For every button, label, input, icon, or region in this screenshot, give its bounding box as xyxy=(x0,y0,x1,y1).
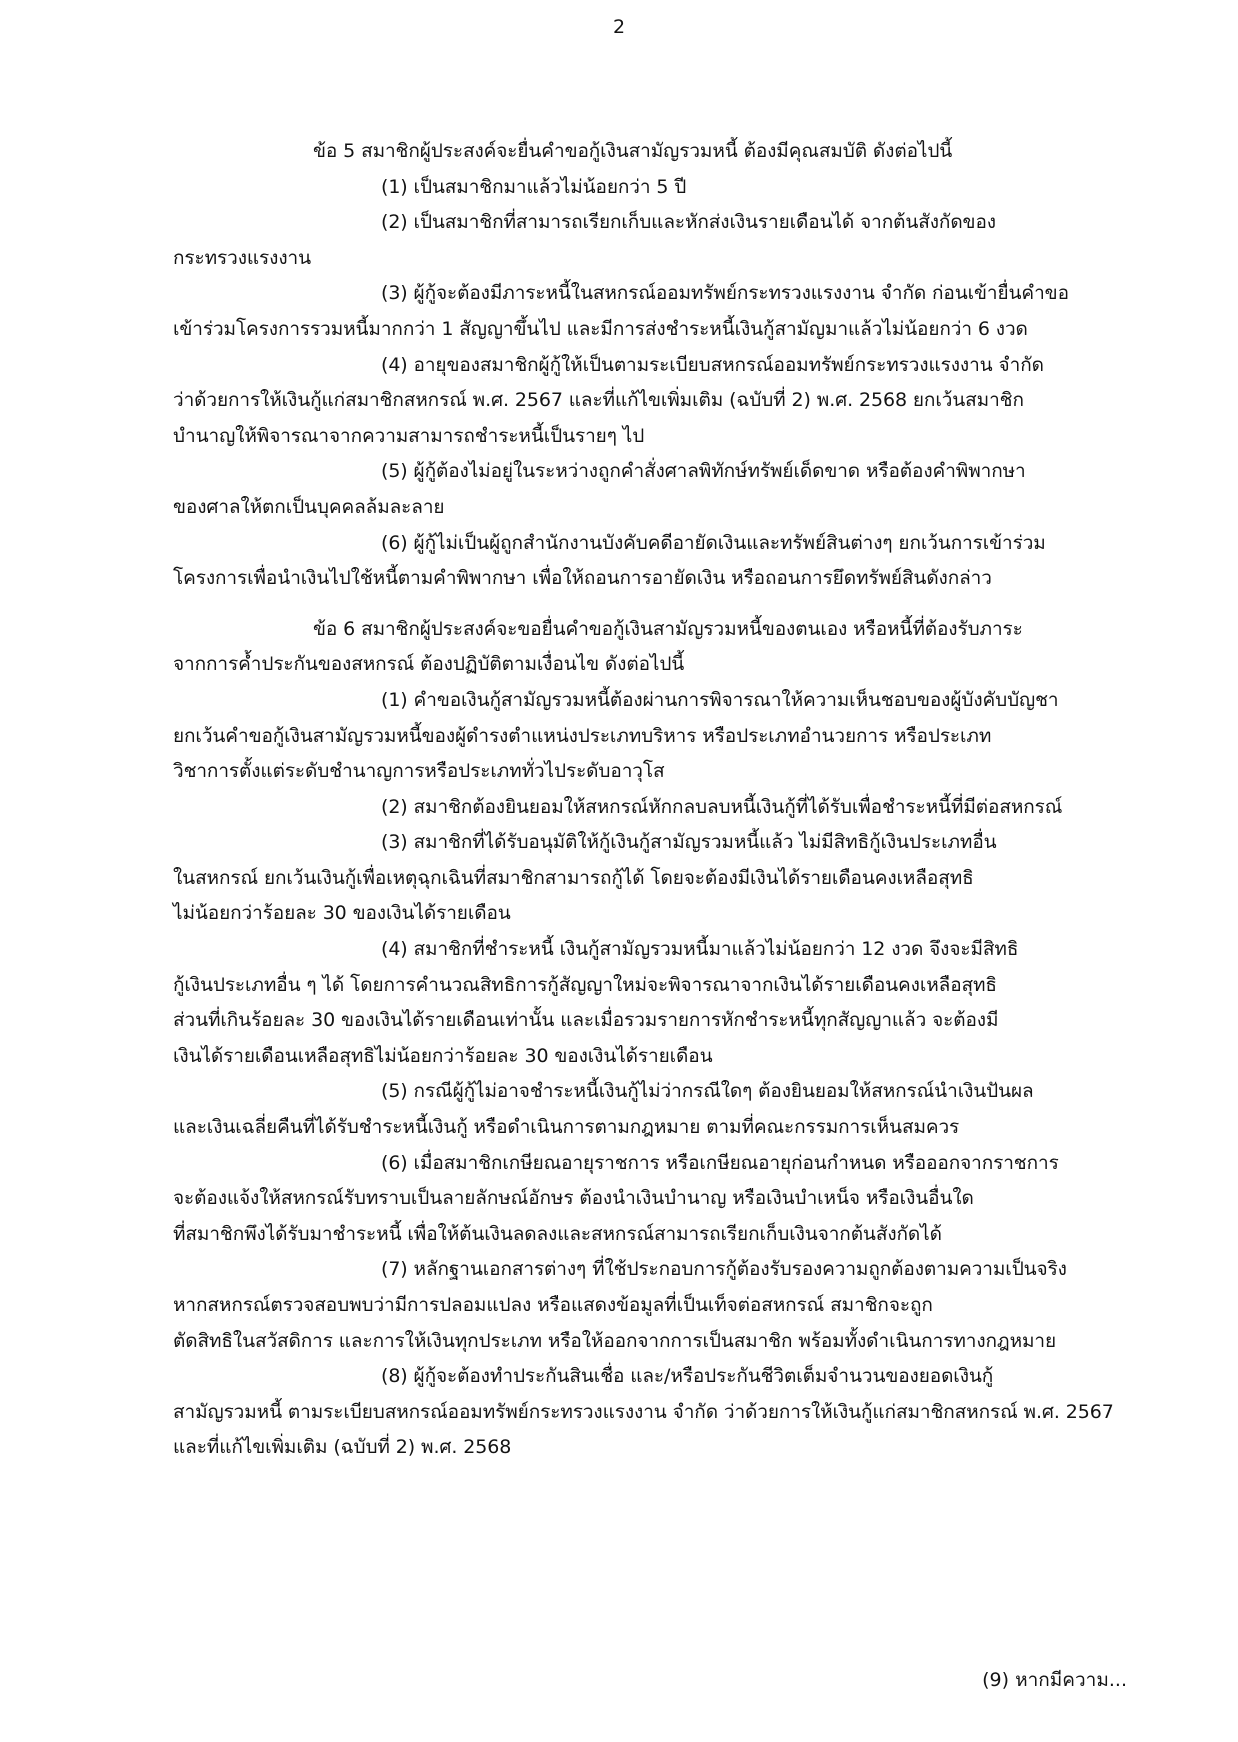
clause-6-heading: ข้อ 6 สมาชิกผู้ประสงค์จะขอยื่นคำขอกู้เงินสามัญรวมหนี้ของตนเอง หรือหนี้ที่ต้องรับภาระ xyxy=(313,617,1023,640)
clause-5-item-4-cont: ว่าด้วยการให้เงินกู้แก่สมาชิกสหกรณ์ พ.ศ. 2567 และที่แก้ไขเพิ่มเติม (ฉบับที่ 2) พ.ศ. 2568 ยกเว้นสมาชิก xyxy=(173,389,1024,412)
clause-6-item-1-cont: ยกเว้นคำขอกู้เงินสามัญรวมหนี้ของผู้ดำรงตำแหน่งประเภทบริหาร หรือประเภทอำนวยการ หรือประเภท xyxy=(173,724,992,747)
clause-6-item-1-cont: วิชาการตั้งแต่ระดับชำนาญการหรือประเภททั่วไประดับอาวุโส xyxy=(173,760,665,783)
page-number: 2 xyxy=(612,16,626,38)
clause-6-item-3-cont: ในสหกรณ์ ยกเว้นเงินกู้เพื่อเหตุฉุกเฉินที่สมาชิกสามารถกู้ได้ โดยจะต้องมีเงินได้รายเดือนคงเหลือสุทธิ xyxy=(173,866,974,889)
clause-5-item-3: (3) ผู้กู้จะต้องมีภาระหนี้ในสหกรณ์ออมทรัพย์กระทรวงแรงงาน จำกัด ก่อนเข้ายื่นคำขอ xyxy=(381,282,1069,305)
clause-6-item-8: (8) ผู้กู้จะต้องทำประกันสินเชื่อ และ/หรือประกันชีวิตเต็มจำนวนของยอดเงินกู้ xyxy=(381,1365,994,1388)
clause-5-item-6-cont: โครงการเพื่อนำเงินไปใช้หนี้ตามคำพิพากษา เพื่อให้ถอนการอายัดเงิน หรือถอนการยึดทรัพย์สินดังกล่าว xyxy=(173,567,992,590)
clause-6-item-4-cont: กู้เงินประเภทอื่น ๆ ได้ โดยการคำนวณสิทธิการกู้สัญญาใหม่จะพิจารณาจากเงินได้รายเดือนคงเหลือสุทธิ xyxy=(173,973,997,996)
clause-6-item-7: (7) หลักฐานเอกสารต่างๆ ที่ใช้ประกอบการกู้ต้องรับรองความถูกต้องตามความเป็นจริง xyxy=(381,1258,1067,1281)
clause-6-item-4-cont: ส่วนที่เกินร้อยละ 30 ของเงินได้รายเดือนเท่านั้น และเมื่อรวมรายการหักชำระหนี้ทุกสัญญาแล้ว จะต้องมี xyxy=(173,1009,999,1032)
clause-6-item-4: (4) สมาชิกที่ชำระหนี้ เงินกู้สามัญรวมหนี้มาแล้วไม่น้อยกว่า 12 งวด จึงจะมีสิทธิ xyxy=(381,938,1019,961)
clause-5-item-3-cont: เข้าร่วมโครงการรวมหนี้มากกว่า 1 สัญญาขึ้นไป และมีการส่งชำระหนี้เงินกู้สามัญมาแล้วไม่น้อยกว่า 6 งวด xyxy=(173,317,1028,340)
clause-6-item-6: (6) เมื่อสมาชิกเกษียณอายุราชการ หรือเกษียณอายุก่อนกำหนด หรือออกจากราชการ xyxy=(381,1151,1059,1174)
clause-6-item-1: (1) คำขอเงินกู้สามัญรวมหนี้ต้องผ่านการพิจารณาให้ความเห็นชอบของผู้บังคับบัญชา xyxy=(381,688,1059,711)
clause-6-item-4-cont: เงินได้รายเดือนเหลือสุทธิไม่น้อยกว่าร้อยละ 30 ของเงินได้รายเดือน xyxy=(173,1044,713,1067)
document-body xyxy=(173,134,1138,1466)
clause-5-item-4-cont: บำนาญให้พิจารณาจากความสามารถชำระหนี้เป็นรายๆ ไป xyxy=(173,424,645,447)
clause-5-item-2: (2) เป็นสมาชิกที่สามารถเรียกเก็บและหักส่งเงินรายเดือนได้ จากต้นสังกัดของ xyxy=(381,211,996,234)
clause-6-item-5: (5) กรณีผู้กู้ไม่อาจชำระหนี้เงินกู้ไม่ว่ากรณีใดๆ ต้องยินยอมให้สหกรณ์นำเงินปันผล xyxy=(381,1080,1034,1103)
clause-6-item-6-cont: จะต้องแจ้งให้สหกรณ์รับทราบเป็นลายลักษณ์อักษร ต้องนำเงินบำนาญ หรือเงินบำเหน็จ หรือเงินอื่นใด xyxy=(173,1187,974,1210)
clause-6-item-5-cont: และเงินเฉลี่ยคืนที่ได้รับชำระหนี้เงินกู้ หรือดำเนินการตามกฎหมาย ตามที่คณะกรรมการเห็นสมควร xyxy=(173,1116,960,1139)
clause-6-item-2: (2) สมาชิกต้องยินยอมให้สหกรณ์หักกลบลบหนี้เงินกู้ที่ได้รับเพื่อชำระหนี้ที่มีต่อสหกรณ์ xyxy=(381,795,1063,818)
clause-6-item-7-cont: หากสหกรณ์ตรวจสอบพบว่ามีการปลอมแปลง หรือแสดงข้อมูลที่เป็นเท็จต่อสหกรณ์ สมาชิกจะถูก xyxy=(173,1294,933,1316)
clause-5-item-5-cont: ของศาลให้ตกเป็นบุคคลล้มละลาย xyxy=(173,495,445,518)
clause-5-item-6: (6) ผู้กู้ไม่เป็นผู้ถูกสำนักงานบังคับคดีอายัดเงินและทรัพย์สินต่างๆ ยกเว้นการเข้าร่วม xyxy=(381,531,1046,554)
clause-5-item-2-cont: กระทรวงแรงงาน xyxy=(173,246,311,269)
clause-6-item-8-cont: สามัญรวมหนี้ ตามระเบียบสหกรณ์ออมทรัพย์กระทรวงแรงงาน จำกัด ว่าด้วยการให้เงินกู้แก่สมาชิกสหกรณ์ พ.ศ. 2567 xyxy=(173,1400,1114,1423)
paragraph-gap xyxy=(173,597,1138,612)
clause-6-item-7-cont: ตัดสิทธิในสวัสดิการ และการให้เงินทุกประเภท หรือให้ออกจากการเป็นสมาชิก พร้อมทั้งดำเนินการทางกฎหมาย xyxy=(173,1329,1057,1352)
clause-6-item-6-cont: ที่สมาชิกพึงได้รับมาชำระหนี้ เพื่อให้ต้นเงินลดลงและสหกรณ์สามารถเรียกเก็บเงินจากต้นสังกัดได้ xyxy=(173,1222,942,1245)
clause-5-heading: ข้อ 5 สมาชิกผู้ประสงค์จะยื่นคำขอกู้เงินสามัญรวมหนี้ ต้องมีคุณสมบัติ ดังต่อไปนี้ xyxy=(313,140,953,162)
clause-6-item-3: (3) สมาชิกที่ได้รับอนุมัติให้กู้เงินกู้สามัญรวมหนี้แล้ว ไม่มีสิทธิกู้เงินประเภทอื่น xyxy=(381,831,997,854)
clause-5-item-5: (5) ผู้กู้ต้องไม่อยู่ในระหว่างถูกคำสั่งศาลพิทักษ์ทรัพย์เด็ดขาด หรือต้องคำพิพากษา xyxy=(381,460,1026,483)
continuation-note: (9) หากมีความ... xyxy=(982,1669,1127,1691)
clause-5-item-1: (1) เป็นสมาชิกมาแล้วไม่น้อยกว่า 5 ปี xyxy=(381,175,687,198)
clause-6-heading-cont: จากการค้ำประกันของสหกรณ์ ต้องปฏิบัติตามเงื่อนไข ดังต่อไปนี้ xyxy=(173,653,685,676)
clause-6-item-3-cont: ไม่น้อยกว่าร้อยละ 30 ของเงินได้รายเดือน xyxy=(173,902,511,925)
clause-5-item-4: (4) อายุของสมาชิกผู้กู้ให้เป็นตามระเบียบสหกรณ์ออมทรัพย์กระทรวงแรงงาน จำกัด xyxy=(381,353,1044,376)
clause-6-item-8-cont: และที่แก้ไขเพิ่มเติม (ฉบับที่ 2) พ.ศ. 2568 xyxy=(173,1436,512,1459)
